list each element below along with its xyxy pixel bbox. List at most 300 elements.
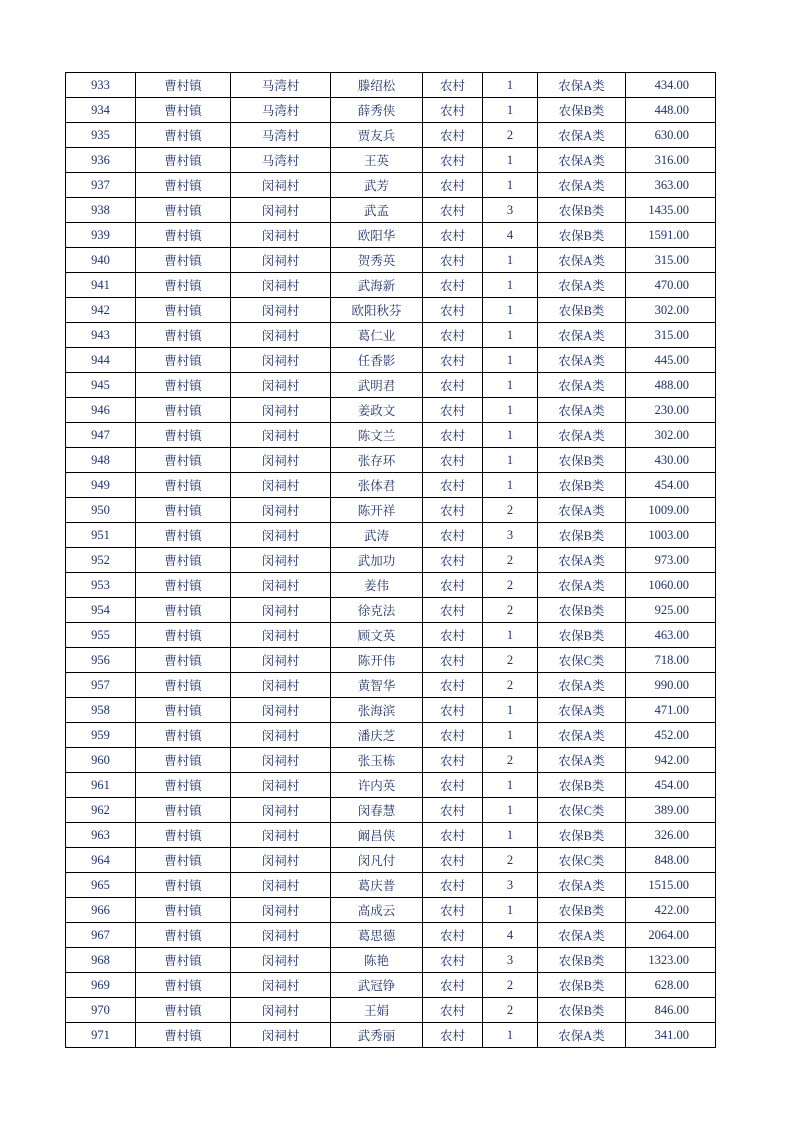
cell-type: 农村 (423, 73, 483, 98)
cell-amount: 628.00 (626, 973, 716, 998)
cell-amount: 230.00 (626, 398, 716, 423)
cell-category: 农保A类 (538, 123, 626, 148)
cell-name: 葛仁业 (331, 323, 423, 348)
cell-village: 闵祠村 (231, 948, 331, 973)
table-row (66, 998, 716, 1023)
cell-village: 闵祠村 (231, 798, 331, 823)
cell-name: 阚昌侠 (331, 823, 423, 848)
cell-type: 农村 (423, 848, 483, 873)
cell-id: 945 (66, 373, 136, 398)
cell-amount: 434.00 (626, 73, 716, 98)
table-row (66, 948, 716, 973)
cell-amount: 1591.00 (626, 223, 716, 248)
cell-id: 949 (66, 473, 136, 498)
cell-village: 闵祠村 (231, 623, 331, 648)
cell-category: 农保A类 (538, 698, 626, 723)
cell-id: 943 (66, 323, 136, 348)
cell-category: 农保B类 (538, 623, 626, 648)
table-row (66, 123, 716, 148)
cell-count: 1 (483, 398, 538, 423)
cell-town: 曹村镇 (136, 948, 231, 973)
cell-type: 农村 (423, 748, 483, 773)
cell-category: 农保B类 (538, 948, 626, 973)
cell-type: 农村 (423, 973, 483, 998)
cell-amount: 718.00 (626, 648, 716, 673)
cell-type: 农村 (423, 648, 483, 673)
table-row (66, 198, 716, 223)
cell-count: 2 (483, 748, 538, 773)
cell-category: 农保A类 (538, 873, 626, 898)
cell-town: 曹村镇 (136, 423, 231, 448)
cell-amount: 315.00 (626, 248, 716, 273)
cell-id: 962 (66, 798, 136, 823)
table-row (66, 98, 716, 123)
table-row (66, 648, 716, 673)
cell-count: 1 (483, 823, 538, 848)
cell-village: 闵祠村 (231, 898, 331, 923)
cell-village: 马湾村 (231, 123, 331, 148)
cell-amount: 471.00 (626, 698, 716, 723)
cell-town: 曹村镇 (136, 823, 231, 848)
cell-category: 农保B类 (538, 598, 626, 623)
cell-amount: 990.00 (626, 673, 716, 698)
cell-count: 1 (483, 723, 538, 748)
cell-amount: 1323.00 (626, 948, 716, 973)
cell-town: 曹村镇 (136, 348, 231, 373)
cell-type: 农村 (423, 623, 483, 648)
cell-amount: 848.00 (626, 848, 716, 873)
cell-type: 农村 (423, 948, 483, 973)
cell-town: 曹村镇 (136, 723, 231, 748)
cell-count: 2 (483, 573, 538, 598)
cell-type: 农村 (423, 523, 483, 548)
cell-village: 闵祠村 (231, 398, 331, 423)
cell-count: 2 (483, 548, 538, 573)
cell-id: 948 (66, 448, 136, 473)
cell-village: 闵祠村 (231, 198, 331, 223)
table-row (66, 723, 716, 748)
cell-town: 曹村镇 (136, 598, 231, 623)
cell-category: 农保A类 (538, 398, 626, 423)
cell-name: 闵春慧 (331, 798, 423, 823)
cell-category: 农保B类 (538, 223, 626, 248)
cell-town: 曹村镇 (136, 873, 231, 898)
cell-village: 闵祠村 (231, 448, 331, 473)
cell-amount: 1009.00 (626, 498, 716, 523)
cell-type: 农村 (423, 248, 483, 273)
cell-amount: 925.00 (626, 598, 716, 623)
cell-town: 曹村镇 (136, 923, 231, 948)
cell-village: 闵祠村 (231, 223, 331, 248)
cell-type: 农村 (423, 498, 483, 523)
cell-count: 2 (483, 998, 538, 1023)
cell-id: 939 (66, 223, 136, 248)
cell-town: 曹村镇 (136, 798, 231, 823)
cell-type: 农村 (423, 448, 483, 473)
cell-type: 农村 (423, 698, 483, 723)
cell-type: 农村 (423, 398, 483, 423)
cell-village: 马湾村 (231, 73, 331, 98)
cell-village: 闵祠村 (231, 673, 331, 698)
cell-id: 934 (66, 98, 136, 123)
cell-town: 曹村镇 (136, 1023, 231, 1048)
cell-id: 968 (66, 948, 136, 973)
cell-village: 闵祠村 (231, 298, 331, 323)
table-row (66, 223, 716, 248)
cell-count: 2 (483, 648, 538, 673)
cell-name: 闵凡付 (331, 848, 423, 873)
cell-count: 1 (483, 423, 538, 448)
cell-town: 曹村镇 (136, 298, 231, 323)
cell-amount: 389.00 (626, 798, 716, 823)
cell-category: 农保B类 (538, 898, 626, 923)
cell-count: 1 (483, 348, 538, 373)
table-row (66, 623, 716, 648)
cell-town: 曹村镇 (136, 98, 231, 123)
cell-id: 941 (66, 273, 136, 298)
cell-count: 1 (483, 373, 538, 398)
cell-amount: 430.00 (626, 448, 716, 473)
cell-category: 农保A类 (538, 1023, 626, 1048)
cell-village: 马湾村 (231, 148, 331, 173)
cell-category: 农保C类 (538, 848, 626, 873)
cell-category: 农保A类 (538, 748, 626, 773)
cell-town: 曹村镇 (136, 198, 231, 223)
cell-category: 农保B类 (538, 823, 626, 848)
cell-type: 农村 (423, 423, 483, 448)
table-row (66, 1023, 716, 1048)
cell-town: 曹村镇 (136, 648, 231, 673)
cell-town: 曹村镇 (136, 223, 231, 248)
cell-category: 农保B类 (538, 473, 626, 498)
cell-id: 938 (66, 198, 136, 223)
cell-name: 武海新 (331, 273, 423, 298)
table-row (66, 973, 716, 998)
cell-name: 陈艳 (331, 948, 423, 973)
cell-category: 农保A类 (538, 148, 626, 173)
cell-id: 967 (66, 923, 136, 948)
cell-id: 951 (66, 523, 136, 548)
cell-name: 武孟 (331, 198, 423, 223)
table-row (66, 573, 716, 598)
cell-id: 944 (66, 348, 136, 373)
cell-count: 1 (483, 173, 538, 198)
cell-town: 曹村镇 (136, 323, 231, 348)
cell-village: 闵祠村 (231, 423, 331, 448)
cell-count: 3 (483, 523, 538, 548)
cell-name: 滕绍松 (331, 73, 423, 98)
cell-category: 农保B类 (538, 998, 626, 1023)
cell-town: 曹村镇 (136, 848, 231, 873)
cell-category: 农保B类 (538, 973, 626, 998)
cell-village: 闵祠村 (231, 273, 331, 298)
table-row (66, 448, 716, 473)
cell-count: 1 (483, 473, 538, 498)
cell-type: 农村 (423, 373, 483, 398)
table-row (66, 548, 716, 573)
table-row (66, 923, 716, 948)
cell-amount: 454.00 (626, 773, 716, 798)
table-row (66, 673, 716, 698)
cell-id: 936 (66, 148, 136, 173)
cell-amount: 488.00 (626, 373, 716, 398)
table-row (66, 498, 716, 523)
cell-village: 闵祠村 (231, 573, 331, 598)
cell-name: 徐克法 (331, 598, 423, 623)
cell-village: 闵祠村 (231, 973, 331, 998)
cell-count: 4 (483, 223, 538, 248)
table-row (66, 698, 716, 723)
cell-village: 闵祠村 (231, 498, 331, 523)
cell-id: 950 (66, 498, 136, 523)
cell-name: 张玉栋 (331, 748, 423, 773)
table-row (66, 598, 716, 623)
cell-town: 曹村镇 (136, 448, 231, 473)
cell-town: 曹村镇 (136, 998, 231, 1023)
cell-id: 958 (66, 698, 136, 723)
cell-town: 曹村镇 (136, 898, 231, 923)
cell-amount: 422.00 (626, 898, 716, 923)
cell-name: 陈文兰 (331, 423, 423, 448)
cell-village: 闵祠村 (231, 773, 331, 798)
cell-id: 964 (66, 848, 136, 873)
cell-town: 曹村镇 (136, 273, 231, 298)
table-row (66, 148, 716, 173)
table-row (66, 173, 716, 198)
cell-type: 农村 (423, 123, 483, 148)
table-row (66, 773, 716, 798)
cell-type: 农村 (423, 723, 483, 748)
cell-amount: 452.00 (626, 723, 716, 748)
cell-count: 1 (483, 698, 538, 723)
cell-id: 940 (66, 248, 136, 273)
cell-name: 贺秀英 (331, 248, 423, 273)
cell-type: 农村 (423, 473, 483, 498)
cell-town: 曹村镇 (136, 673, 231, 698)
cell-id: 957 (66, 673, 136, 698)
cell-town: 曹村镇 (136, 373, 231, 398)
cell-village: 闵祠村 (231, 373, 331, 398)
cell-count: 1 (483, 98, 538, 123)
cell-count: 1 (483, 298, 538, 323)
cell-town: 曹村镇 (136, 573, 231, 598)
cell-count: 2 (483, 598, 538, 623)
cell-amount: 448.00 (626, 98, 716, 123)
cell-category: 农保B类 (538, 448, 626, 473)
cell-type: 农村 (423, 598, 483, 623)
cell-amount: 302.00 (626, 423, 716, 448)
cell-id: 942 (66, 298, 136, 323)
cell-count: 1 (483, 773, 538, 798)
cell-type: 农村 (423, 98, 483, 123)
cell-type: 农村 (423, 898, 483, 923)
cell-town: 曹村镇 (136, 623, 231, 648)
cell-name: 潘庆芝 (331, 723, 423, 748)
cell-village: 闵祠村 (231, 698, 331, 723)
cell-category: 农保A类 (538, 923, 626, 948)
cell-category: 农保C类 (538, 648, 626, 673)
cell-type: 农村 (423, 1023, 483, 1048)
table-row (66, 848, 716, 873)
table-row (66, 873, 716, 898)
cell-id: 959 (66, 723, 136, 748)
cell-id: 955 (66, 623, 136, 648)
cell-name: 欧阳秋芬 (331, 298, 423, 323)
cell-amount: 1003.00 (626, 523, 716, 548)
cell-count: 2 (483, 848, 538, 873)
cell-id: 952 (66, 548, 136, 573)
cell-village: 闵祠村 (231, 848, 331, 873)
cell-count: 1 (483, 798, 538, 823)
cell-amount: 630.00 (626, 123, 716, 148)
cell-category: 农保A类 (538, 273, 626, 298)
cell-amount: 463.00 (626, 623, 716, 648)
cell-category: 农保A类 (538, 373, 626, 398)
cell-town: 曹村镇 (136, 498, 231, 523)
cell-count: 3 (483, 198, 538, 223)
cell-amount: 341.00 (626, 1023, 716, 1048)
cell-id: 933 (66, 73, 136, 98)
cell-category: 农保A类 (538, 323, 626, 348)
cell-id: 935 (66, 123, 136, 148)
cell-id: 971 (66, 1023, 136, 1048)
cell-name: 武明君 (331, 373, 423, 398)
cell-name: 姜伟 (331, 573, 423, 598)
cell-type: 农村 (423, 873, 483, 898)
cell-amount: 1435.00 (626, 198, 716, 223)
cell-amount: 302.00 (626, 298, 716, 323)
table-row (66, 348, 716, 373)
cell-town: 曹村镇 (136, 123, 231, 148)
cell-name: 陈开伟 (331, 648, 423, 673)
cell-count: 1 (483, 623, 538, 648)
cell-town: 曹村镇 (136, 248, 231, 273)
table-row (66, 473, 716, 498)
cell-town: 曹村镇 (136, 398, 231, 423)
cell-type: 农村 (423, 198, 483, 223)
cell-category: 农保A类 (538, 173, 626, 198)
cell-count: 2 (483, 123, 538, 148)
payment-table (65, 72, 716, 1048)
table-row (66, 398, 716, 423)
cell-type: 农村 (423, 823, 483, 848)
table-row (66, 798, 716, 823)
cell-category: 农保A类 (538, 723, 626, 748)
cell-town: 曹村镇 (136, 73, 231, 98)
cell-name: 姜政文 (331, 398, 423, 423)
cell-amount: 363.00 (626, 173, 716, 198)
cell-category: 农保B类 (538, 198, 626, 223)
cell-type: 农村 (423, 148, 483, 173)
cell-category: 农保C类 (538, 798, 626, 823)
cell-id: 970 (66, 998, 136, 1023)
cell-amount: 326.00 (626, 823, 716, 848)
cell-amount: 316.00 (626, 148, 716, 173)
cell-village: 马湾村 (231, 98, 331, 123)
cell-type: 农村 (423, 548, 483, 573)
table-row (66, 898, 716, 923)
cell-category: 农保A类 (538, 423, 626, 448)
cell-id: 953 (66, 573, 136, 598)
cell-category: 农保B类 (538, 523, 626, 548)
cell-town: 曹村镇 (136, 173, 231, 198)
cell-count: 2 (483, 673, 538, 698)
cell-amount: 846.00 (626, 998, 716, 1023)
cell-village: 闵祠村 (231, 248, 331, 273)
cell-name: 王娟 (331, 998, 423, 1023)
cell-category: 农保B类 (538, 773, 626, 798)
table-row (66, 523, 716, 548)
cell-count: 3 (483, 948, 538, 973)
cell-type: 农村 (423, 573, 483, 598)
cell-village: 闵祠村 (231, 873, 331, 898)
cell-name: 黄智华 (331, 673, 423, 698)
cell-name: 葛思德 (331, 923, 423, 948)
cell-type: 农村 (423, 273, 483, 298)
cell-village: 闵祠村 (231, 723, 331, 748)
table-row (66, 423, 716, 448)
cell-name: 欧阳华 (331, 223, 423, 248)
cell-type: 农村 (423, 323, 483, 348)
cell-village: 闵祠村 (231, 1023, 331, 1048)
cell-name: 贾友兵 (331, 123, 423, 148)
cell-type: 农村 (423, 673, 483, 698)
cell-village: 闵祠村 (231, 598, 331, 623)
cell-id: 954 (66, 598, 136, 623)
table-row (66, 73, 716, 98)
cell-name: 武芳 (331, 173, 423, 198)
cell-name: 葛庆普 (331, 873, 423, 898)
cell-type: 农村 (423, 298, 483, 323)
cell-id: 947 (66, 423, 136, 448)
cell-name: 许内英 (331, 773, 423, 798)
cell-town: 曹村镇 (136, 148, 231, 173)
cell-id: 956 (66, 648, 136, 673)
cell-category: 农保A类 (538, 573, 626, 598)
cell-amount: 454.00 (626, 473, 716, 498)
cell-village: 闵祠村 (231, 923, 331, 948)
cell-town: 曹村镇 (136, 523, 231, 548)
cell-amount: 973.00 (626, 548, 716, 573)
cell-category: 农保A类 (538, 248, 626, 273)
cell-category: 农保A类 (538, 73, 626, 98)
cell-amount: 942.00 (626, 748, 716, 773)
cell-name: 武涛 (331, 523, 423, 548)
cell-name: 陈开祥 (331, 498, 423, 523)
cell-count: 1 (483, 148, 538, 173)
cell-amount: 1515.00 (626, 873, 716, 898)
table-row (66, 823, 716, 848)
cell-village: 闵祠村 (231, 523, 331, 548)
cell-amount: 2064.00 (626, 923, 716, 948)
cell-village: 闵祠村 (231, 648, 331, 673)
table-row (66, 273, 716, 298)
cell-name: 薛秀侠 (331, 98, 423, 123)
cell-id: 961 (66, 773, 136, 798)
cell-id: 963 (66, 823, 136, 848)
cell-name: 武加功 (331, 548, 423, 573)
cell-name: 任香影 (331, 348, 423, 373)
cell-name: 顾文英 (331, 623, 423, 648)
cell-type: 农村 (423, 173, 483, 198)
cell-count: 1 (483, 73, 538, 98)
cell-amount: 1060.00 (626, 573, 716, 598)
cell-type: 农村 (423, 998, 483, 1023)
cell-amount: 315.00 (626, 323, 716, 348)
cell-count: 1 (483, 248, 538, 273)
cell-id: 946 (66, 398, 136, 423)
cell-category: 农保A类 (538, 673, 626, 698)
